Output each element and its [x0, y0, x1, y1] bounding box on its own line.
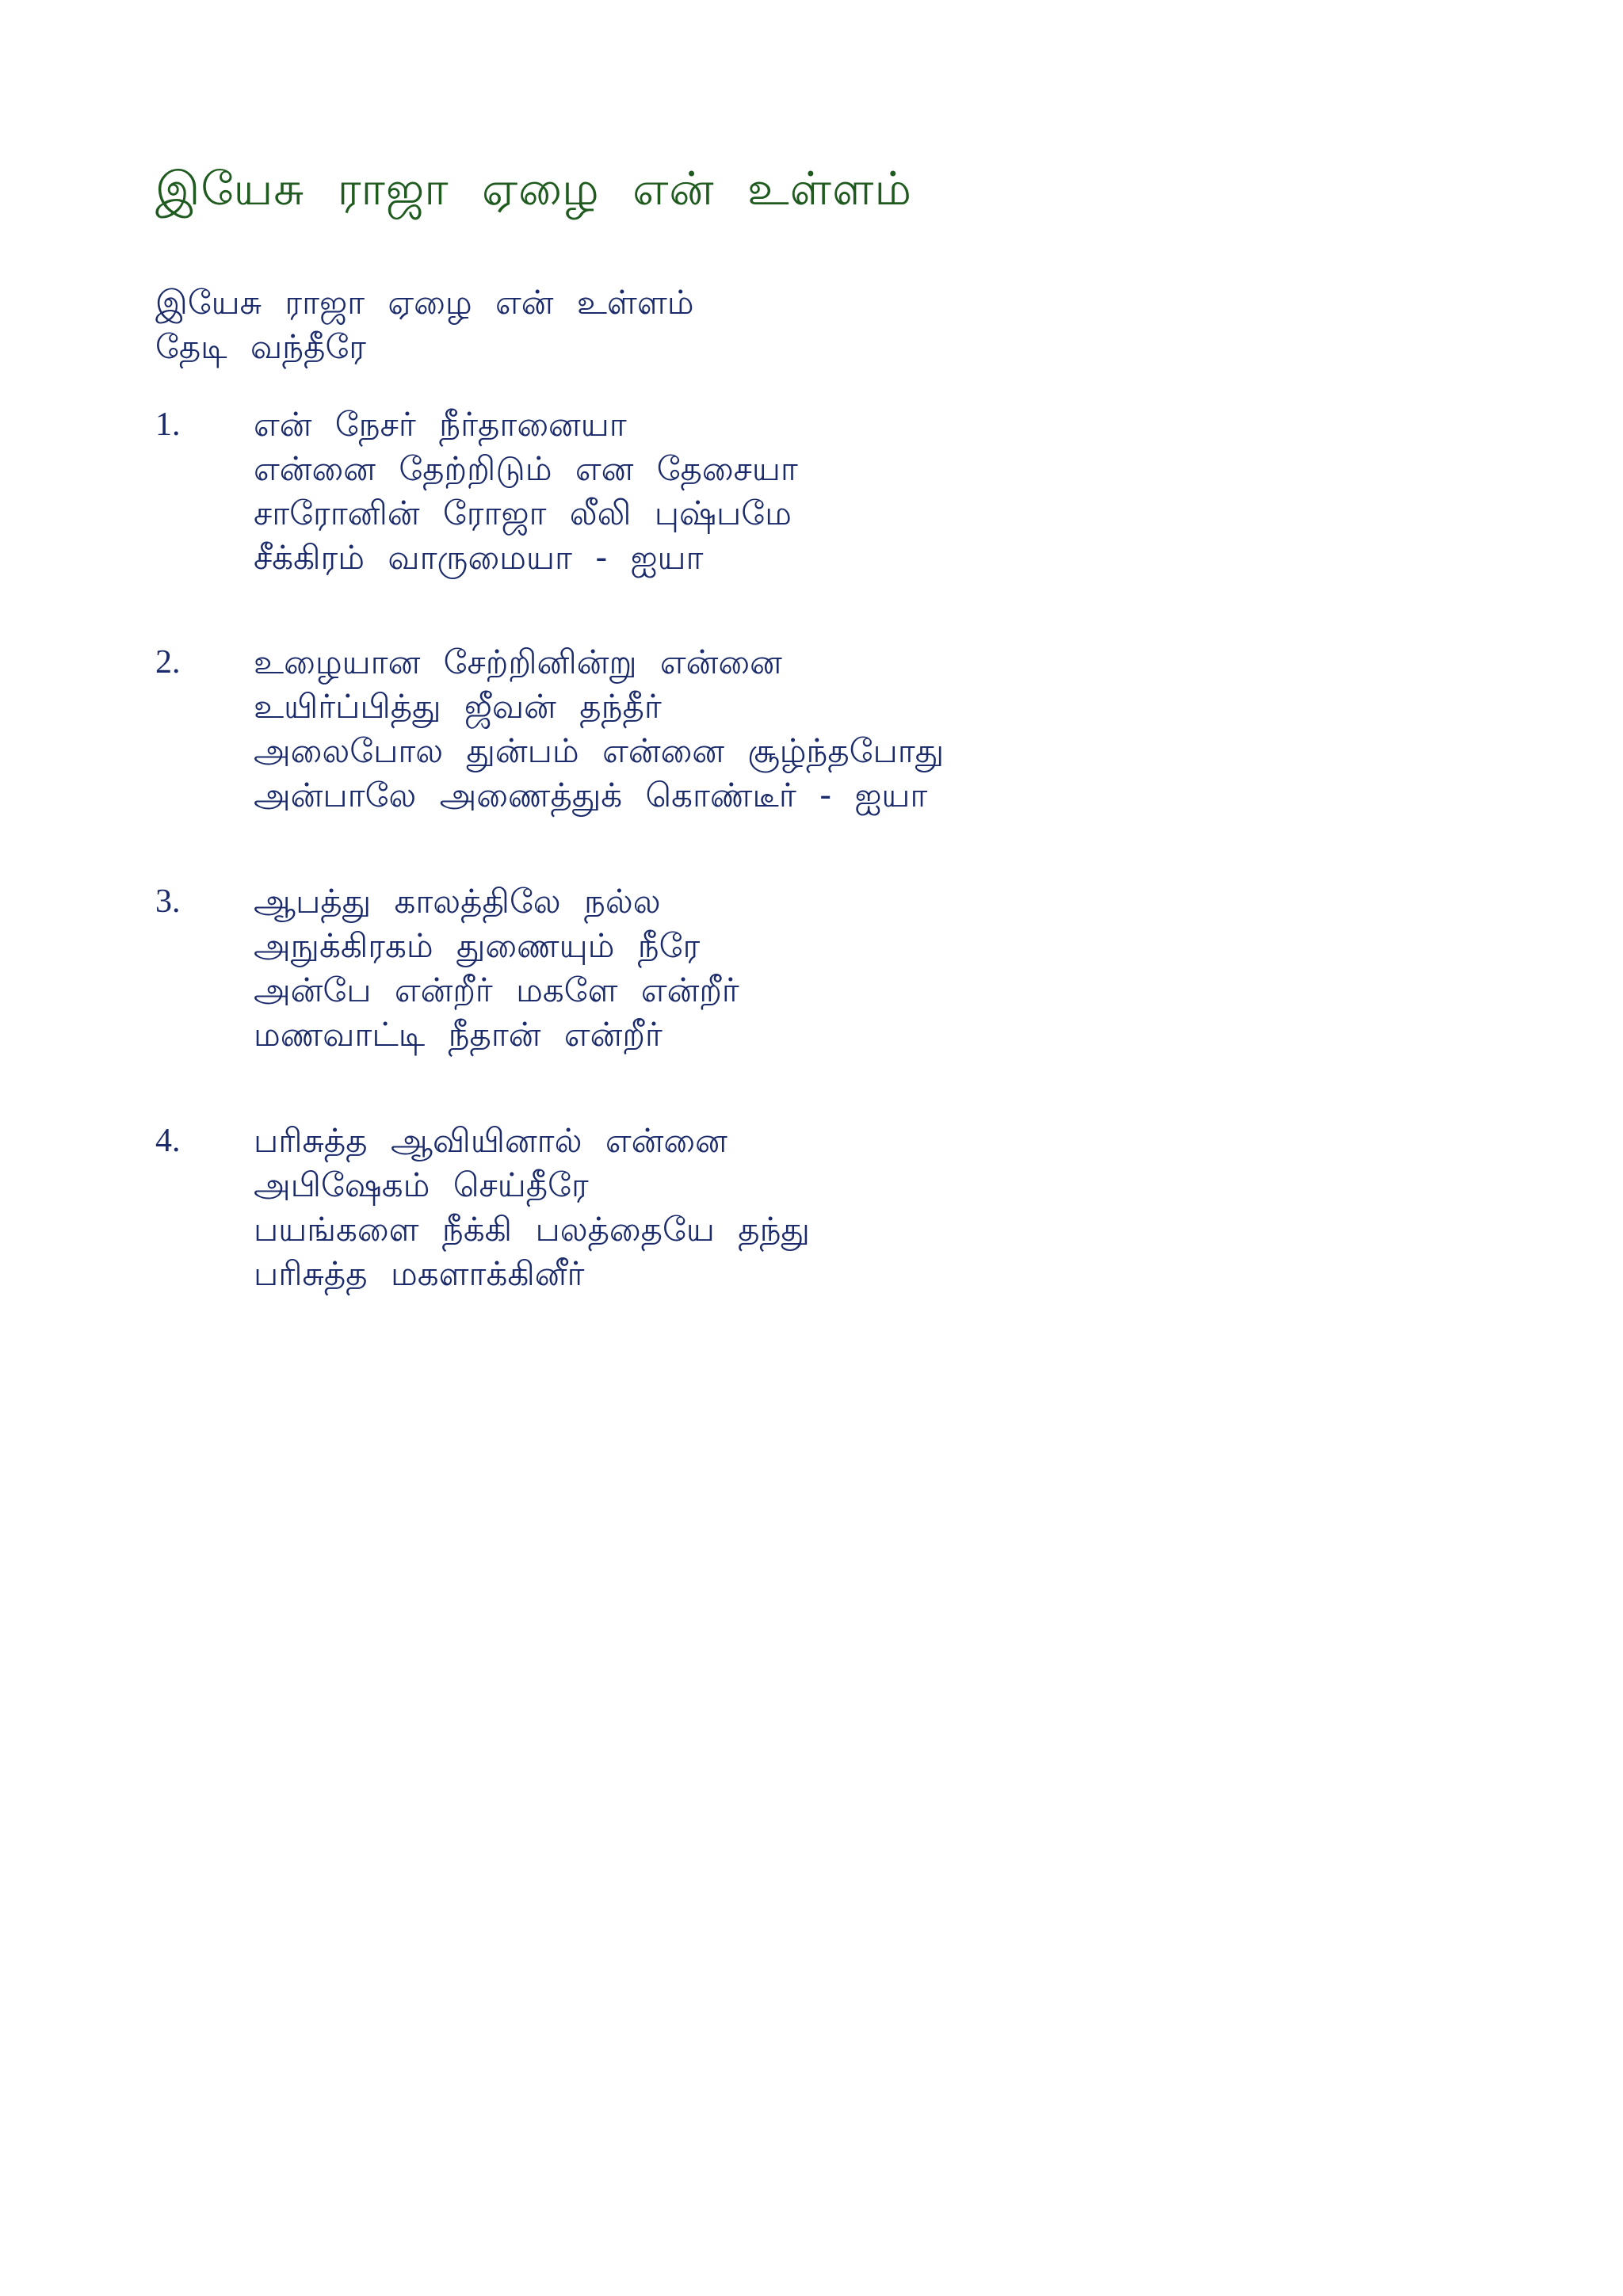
verse-line: பயங்களை நீக்கி பலத்தையே தந்து	[254, 1210, 810, 1249]
verse-number: 3.	[155, 883, 181, 920]
verse-line: என்னை தேற்றிடும் என தேசையா	[254, 449, 798, 488]
verse-line: அலைபோல துன்பம் என்னை சூழ்ந்தபோது	[254, 731, 945, 770]
song-title: இயேசு ராஜா ஏழை என் உள்ளம்	[155, 162, 913, 215]
verse-line: அன்பாலே அணைத்துக் கொண்டீர் - ஐயா	[254, 776, 928, 814]
verse-lines	[254, 879, 739, 1057]
verse-number: 4.	[155, 1123, 181, 1159]
verse-number: 1.	[155, 406, 181, 443]
verse-line: பரிசுத்த மகளாக்கினீர்	[254, 1254, 585, 1293]
chorus	[155, 280, 694, 369]
verse-line: அநுக்கிரகம் துணையும் நீரே	[254, 926, 701, 965]
verse-line: என் நேசர் நீர்தானையா	[254, 405, 627, 444]
verse-line: ஆபத்து காலத்திலே நல்ல	[254, 882, 661, 921]
verse-lines	[254, 640, 944, 818]
verse-line: மணவாட்டி நீதான் என்றீர்	[254, 1015, 663, 1054]
verse-line: உயிர்ப்பித்து ஜீவன் தந்தீர்	[254, 687, 662, 726]
verse-number: 2.	[155, 644, 181, 681]
verse-line: சீக்கிரம் வாருமையா - ஐயா	[254, 538, 704, 577]
verse-lines	[254, 1119, 810, 1296]
chorus-line: இயேசு ராஜா ஏழை என் உள்ளம்	[155, 283, 694, 322]
chorus-line: தேடி வந்தீரே	[155, 327, 366, 366]
verse-line: உழையான சேற்றினின்று என்னை	[254, 643, 782, 681]
verse-lines	[254, 402, 798, 580]
verse-line: பரிசுத்த ஆவியினால் என்னை	[254, 1121, 727, 1160]
verse-line: சாரோனின் ரோஜா லீலி புஷ்பமே	[254, 494, 792, 532]
verse-line: அன்பே என்றீர் மகளே என்றீர்	[254, 971, 739, 1009]
verse-line: அபிஷேகம் செய்தீரே	[254, 1165, 589, 1204]
